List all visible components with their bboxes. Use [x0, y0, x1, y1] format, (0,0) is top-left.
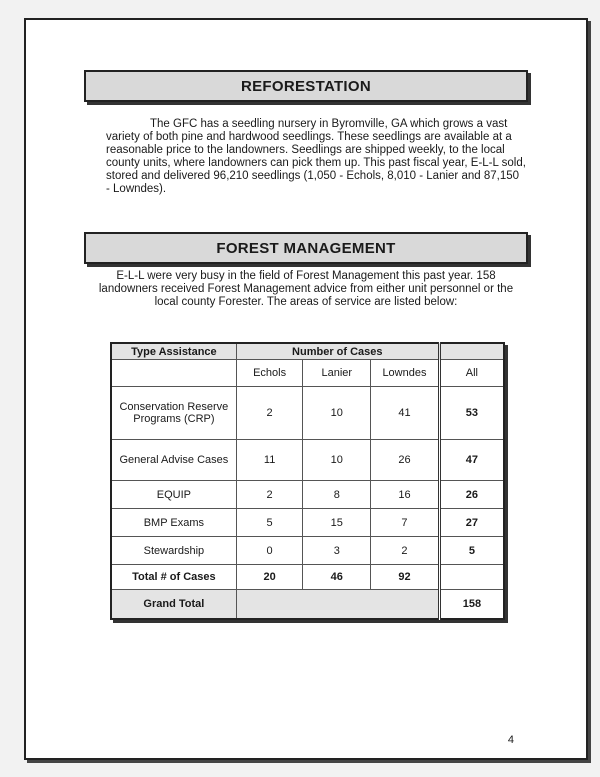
- cell-lowndes: 2: [371, 537, 440, 565]
- total-echols: 20: [236, 565, 303, 590]
- cell-lowndes: 26: [371, 440, 440, 481]
- cell-all: 5: [439, 537, 504, 565]
- col-lowndes: Lowndes: [371, 360, 440, 387]
- cell-lanier: 15: [303, 509, 371, 537]
- col-all: All: [439, 360, 504, 387]
- table-row: [111, 440, 504, 481]
- row-label: Stewardship: [111, 537, 236, 565]
- header-number-of-cases: Number of Cases: [236, 343, 439, 360]
- cell-lanier: 10: [303, 440, 371, 481]
- total-lowndes: 92: [371, 565, 440, 590]
- total-label: Total # of Cases: [111, 565, 236, 590]
- table-row: [111, 481, 504, 509]
- cell-lanier: 10: [303, 387, 371, 440]
- total-all-blank: [439, 565, 504, 590]
- cell-all: 53: [439, 387, 504, 440]
- row-label: Conservation Reserve Programs (CRP): [111, 387, 236, 440]
- reforestation-heading-box: [84, 70, 528, 102]
- col-echols: Echols: [236, 360, 303, 387]
- cell-all: 27: [439, 509, 504, 537]
- cell-lowndes: 41: [371, 387, 440, 440]
- table-subheader-row: [111, 360, 504, 387]
- forest-management-heading: FOREST MANAGEMENT: [216, 239, 396, 257]
- document-page: [24, 18, 588, 760]
- total-lanier: 46: [303, 565, 371, 590]
- forest-management-paragraph: E-L-L were very busy in the field of Forest Management this past year. 158 landowners received Forest Management advice from either unit personnel or the local county Forester. The areas of service are listed below:: [98, 270, 514, 308]
- header-all-blank: [439, 343, 504, 360]
- cell-echols: 11: [236, 440, 303, 481]
- cell-all: 26: [439, 481, 504, 509]
- cell-lanier: 3: [303, 537, 371, 565]
- cell-echols: 2: [236, 387, 303, 440]
- cell-echols: 2: [236, 481, 303, 509]
- header-type-assistance: Type Assistance: [111, 343, 236, 360]
- table-row: [111, 509, 504, 537]
- reforestation-paragraph: The GFC has a seedling nursery in Byromville, GA which grows a vast variety of both pine and hardwood seedlings. These seedlings are available at a reasonable price to the landowners. Seedlings are shipped weekly, to the local county units, where landowners can pick them up. This past fiscal year, E-L-L sold, stored and delivered 96,210 seedlings (1,050 - Echols, 8,010 - Lanier and 87,150 - Lowndes).: [106, 118, 526, 195]
- row-label: General Advise Cases: [111, 440, 236, 481]
- cell-echols: 0: [236, 537, 303, 565]
- cell-echols: 5: [236, 509, 303, 537]
- grand-total-row: [111, 590, 504, 620]
- cell-all: 47: [439, 440, 504, 481]
- page-number: 4: [507, 734, 514, 746]
- subheader-blank: [111, 360, 236, 387]
- col-lanier: Lanier: [303, 360, 371, 387]
- cell-lanier: 8: [303, 481, 371, 509]
- row-label: BMP Exams: [111, 509, 236, 537]
- cell-lowndes: 16: [371, 481, 440, 509]
- table-header-row: [111, 343, 504, 360]
- reforestation-heading: REFORESTATION: [240, 77, 371, 95]
- total-row: [111, 565, 504, 590]
- grand-total-value: 158: [439, 590, 504, 620]
- grand-total-label: Grand Total: [111, 590, 236, 620]
- cases-table: [110, 342, 505, 620]
- row-label: EQUIP: [111, 481, 236, 509]
- forest-management-heading-box: [84, 232, 528, 264]
- cell-lowndes: 7: [371, 509, 440, 537]
- grand-total-blank: [236, 590, 439, 620]
- table-row: [111, 537, 504, 565]
- table-row: [111, 387, 504, 440]
